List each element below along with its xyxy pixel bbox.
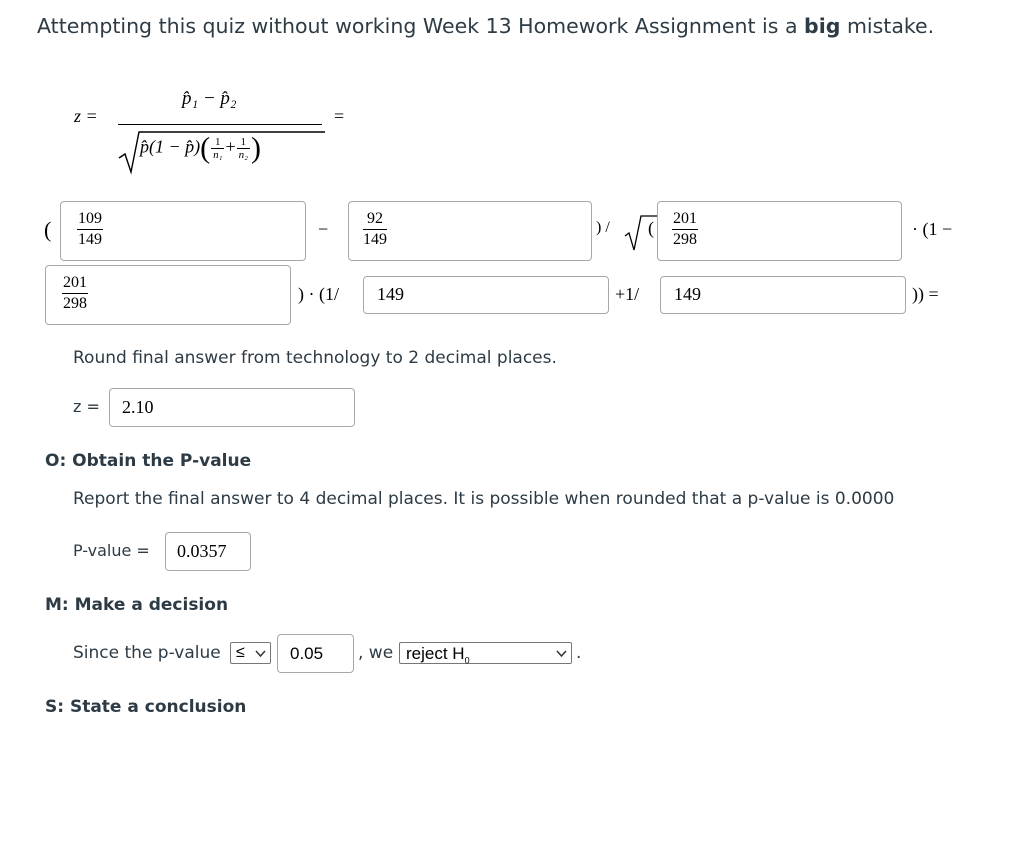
round-instruction: Round final answer from technology to 2 decimal places. xyxy=(73,348,557,368)
z-formula-label: z = xyxy=(74,106,98,126)
times-one-over: ) · (1/ xyxy=(298,284,339,304)
plus-one-over: +1/ xyxy=(615,284,640,304)
chevron-down-icon xyxy=(255,650,266,658)
alpha-input[interactable]: 0.05 xyxy=(277,634,354,673)
formula-denominator: p̂(1 − p̂)( $\frac{1}{\text{n₁}}$ + $\frac{1}{\text{n₂}}$ ) xyxy=(140,131,261,165)
divide-text: ) / xyxy=(596,219,610,236)
formula-equals: = xyxy=(334,106,345,126)
since-pvalue-text: Since the p-value xyxy=(73,643,221,663)
decision-heading: M: Make a decision xyxy=(45,595,229,615)
formula-numerator: p̂₁ − p̂₂ xyxy=(182,88,237,109)
obtain-heading: O: Obtain the P-value xyxy=(45,451,252,471)
sqrt-open-paren: ( xyxy=(648,218,654,238)
minus-sign: − xyxy=(318,219,329,239)
times-one-minus: · (1 − xyxy=(912,219,953,239)
we-text: , we xyxy=(358,643,394,663)
p-hat-pooled-input[interactable]: $\frac{201}{298}$ xyxy=(657,201,902,261)
n2-input[interactable]: 149 xyxy=(660,276,906,314)
p2-hat-input[interactable]: $\frac{92}{149}$ xyxy=(348,201,592,261)
p-hat-pooled-input-2[interactable]: $\frac{201}{298}$ xyxy=(45,265,291,325)
formula-fraction-bar xyxy=(118,124,322,125)
p1-hat-input[interactable]: $\frac{109}{149}$ xyxy=(60,201,306,261)
pvalue-input[interactable]: 0.0357 xyxy=(165,532,251,571)
z-result-label: z = xyxy=(73,397,100,416)
decision-select[interactable]: reject $H_0$ xyxy=(399,642,572,664)
close-equals: )) = xyxy=(912,284,939,304)
quiz-warning-text: Attempting this quiz without working Week 13 Homework Assignment is a big mistake. xyxy=(37,14,935,38)
pvalue-instruction: Report the final answer to 4 decimal places. It is possible when rounded that a p-value is 0.0000 xyxy=(73,489,895,509)
comparison-select[interactable]: ≤ xyxy=(230,642,271,664)
conclusion-heading: S: State a conclusion xyxy=(45,697,247,717)
pvalue-label: P-value = xyxy=(73,541,150,560)
chevron-down-icon xyxy=(556,650,567,658)
open-paren: ( xyxy=(44,217,52,242)
z-value-input[interactable]: 2.10 xyxy=(109,388,355,427)
decision-period: . xyxy=(576,643,582,663)
n1-input[interactable]: 149 xyxy=(363,276,609,314)
